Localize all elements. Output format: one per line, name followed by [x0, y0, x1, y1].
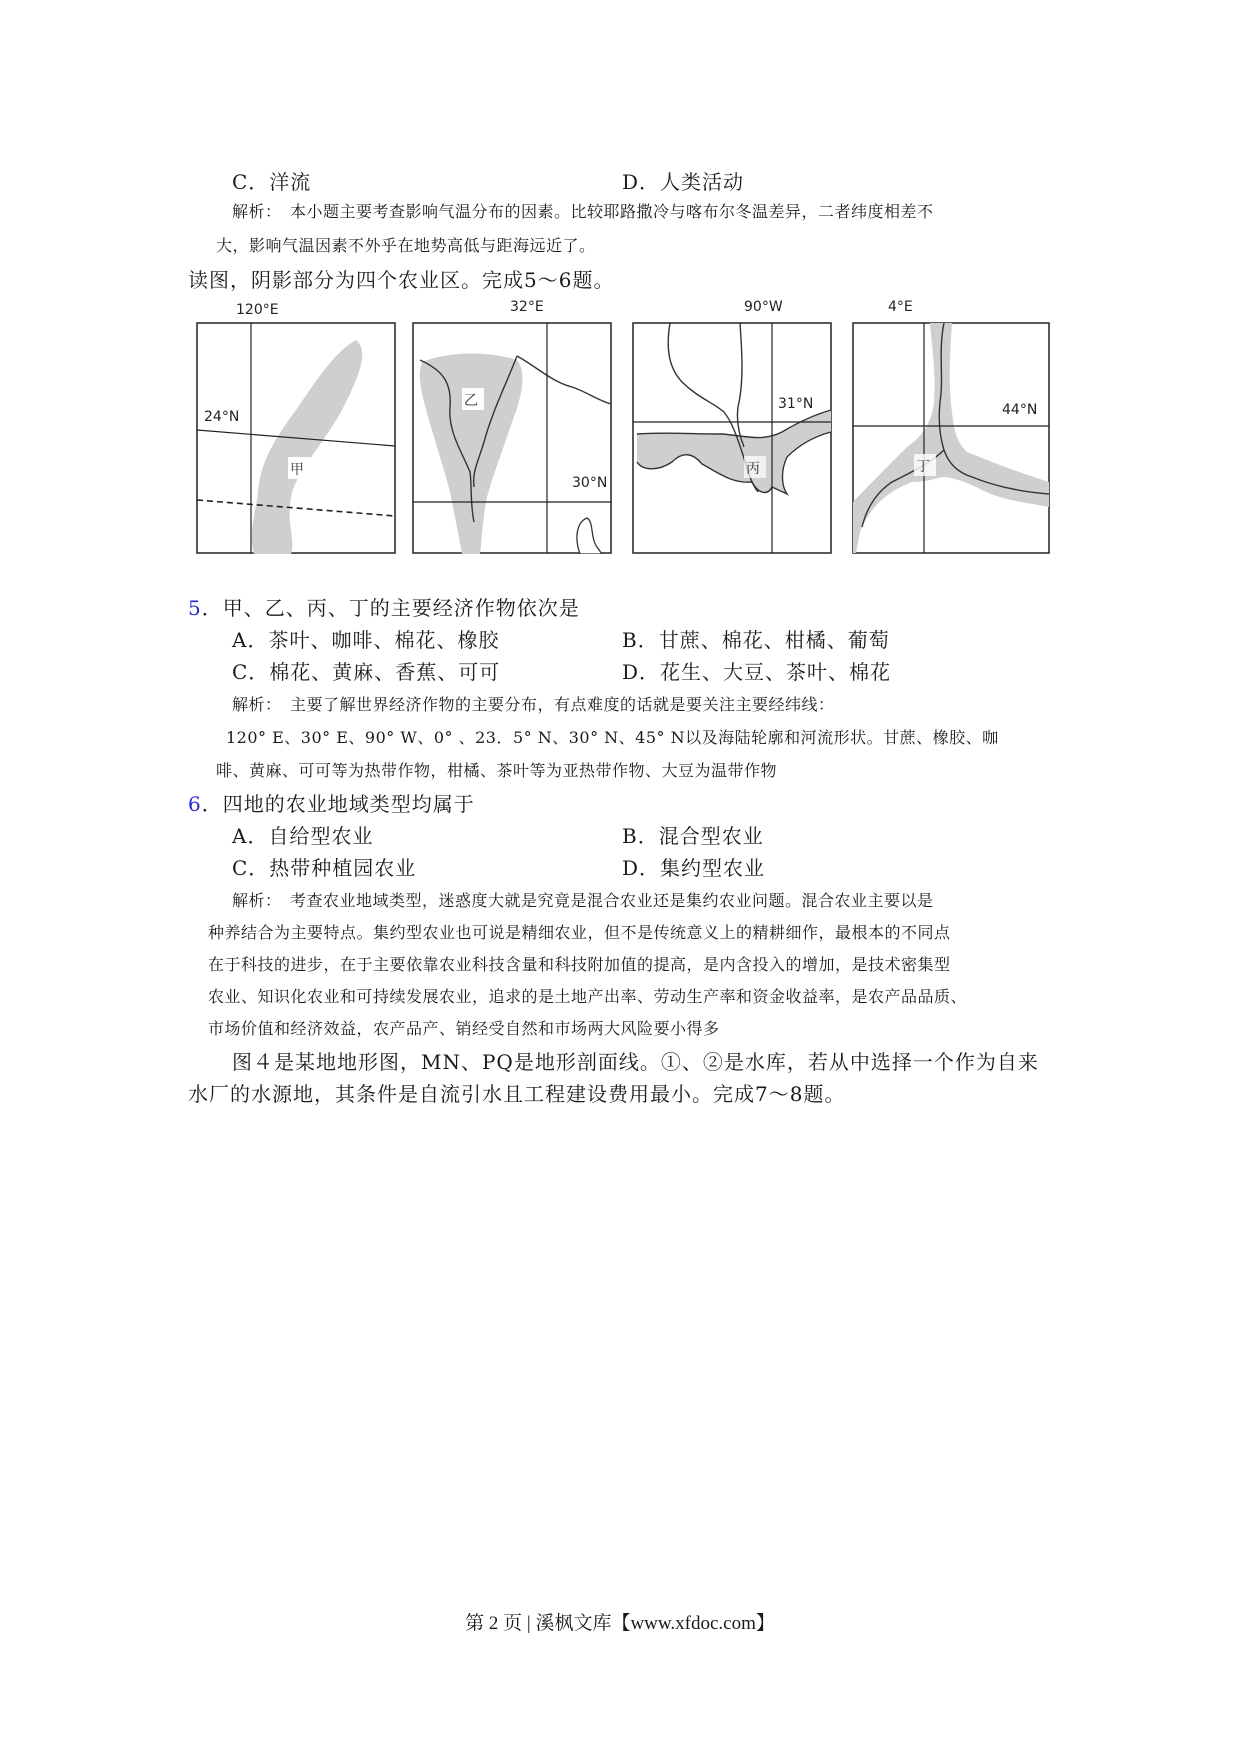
q5-option-a: A．茶叶、咖啡、棉花、橡胶 [232, 628, 500, 652]
q5-number: 5 [188, 596, 202, 620]
map-jia-longitude: 120°E [236, 302, 279, 318]
map-bing-latitude: 31°N [778, 396, 814, 412]
q6-explanation-line-5: 市场价值和经济效益，农产品产、销经受自然和市场两大风险要小得多 [208, 1019, 720, 1038]
q6-number: 6 [188, 792, 202, 816]
map-ding-region-label: 丁 [916, 459, 930, 475]
map-bing-region-label: 丙 [746, 461, 760, 477]
map-jia [196, 322, 396, 554]
map-bing-longitude: 90°W [744, 299, 783, 315]
q6-option-c: C．热带种植园农业 [232, 856, 417, 880]
map-ding [852, 322, 1050, 554]
q5-option-d: D．花生、大豆、茶叶、棉花 [622, 660, 892, 684]
q6-stem [188, 788, 475, 817]
map-bing [632, 322, 832, 554]
q5-option-c: C．棉花、黄麻、香蕉、可可 [232, 660, 501, 684]
page-footer: 第 2 页 | 溪枫文库【www.xfdoc.com】 [465, 1613, 775, 1634]
q5-option-b: B．甘蔗、棉花、柑橘、葡萄 [622, 628, 890, 652]
q6-explanation-line-2: 种养结合为主要特点。集约型农业也可说是精细农业，但不是传统意义上的精耕细作，最根本的不同点 [208, 923, 951, 942]
q6-stem-text: ．四地的农业地域类型均属于 [201, 792, 475, 816]
map-jia-region-label: 甲 [290, 462, 304, 478]
q5-explanation-line-1: 解析： 主要了解世界经济作物的主要分布，有点难度的话就是要关注主要经纬线： [232, 695, 835, 714]
q6-explanation-line-4: 农业、知识化农业和可持续发展农业，追求的是土地产出率、劳动生产率和资金收益率，是农产品品质、 [208, 987, 968, 1006]
map-ding-longitude: 4°E [888, 299, 913, 315]
intro-questions-7-8-line-2: 水厂的水源地，其条件是自流引水且工程建设费用最小。完成7～8题。 [188, 1082, 846, 1106]
q4-option-c: C．洋流 [232, 170, 312, 194]
q6-option-a: A．自给型农业 [232, 824, 374, 848]
q4-explanation-line-2: 大，影响气温因素不外乎在地势高低与距海远近了。 [216, 236, 596, 255]
intro-questions-5-6: 读图，阴影部分为四个农业区。完成5～6题。 [188, 268, 615, 292]
map-yi-longitude: 32°E [510, 299, 544, 315]
q6-explanation-line-3: 在于科技的进步，在于主要依靠农业科技含量和科技附加值的提高，是内含投入的增加，是技术密集型 [208, 955, 951, 974]
map-yi [412, 322, 612, 554]
map-yi-region-label: 乙 [464, 393, 478, 409]
intro-questions-7-8-line-1: 图４是某地地形图，MN、PQ是地形剖面线。①、②是水库，若从中选择一个作为自来 [232, 1050, 1039, 1074]
q5-stem [188, 592, 580, 621]
q4-explanation-line-1: 解析： 本小题主要考查影响气温分布的因素。比较耶路撒冷与喀布尔冬温差异，二者纬度相差不 [232, 202, 934, 221]
q6-option-d: D．集约型农业 [622, 856, 766, 880]
q5-explanation-line-3: 啡、黄麻、可可等为热带作物，柑橘、茶叶等为亚热带作物、大豆为温带作物 [216, 761, 778, 780]
map-jia-latitude: 24°N [204, 409, 240, 425]
map-yi-latitude: 30°N [572, 475, 608, 491]
q6-explanation-line-1: 解析： 考查农业地域类型，迷惑度大就是究竟是混合农业还是集约农业问题。混合农业主要以是 [232, 891, 934, 910]
q5-stem-text: ．甲、乙、丙、丁的主要经济作物依次是 [201, 596, 580, 620]
q5-explanation-line-2: 120° E、30° E、90° W、0° 、23．5° N、30° N、45° N以及海陆轮廓和河流形状。甘蔗、橡胶、咖 [226, 728, 999, 747]
map-ding-latitude: 44°N [1002, 402, 1038, 418]
q6-option-b: B．混合型农业 [622, 824, 764, 848]
q4-option-d: D．人类活动 [622, 170, 745, 194]
